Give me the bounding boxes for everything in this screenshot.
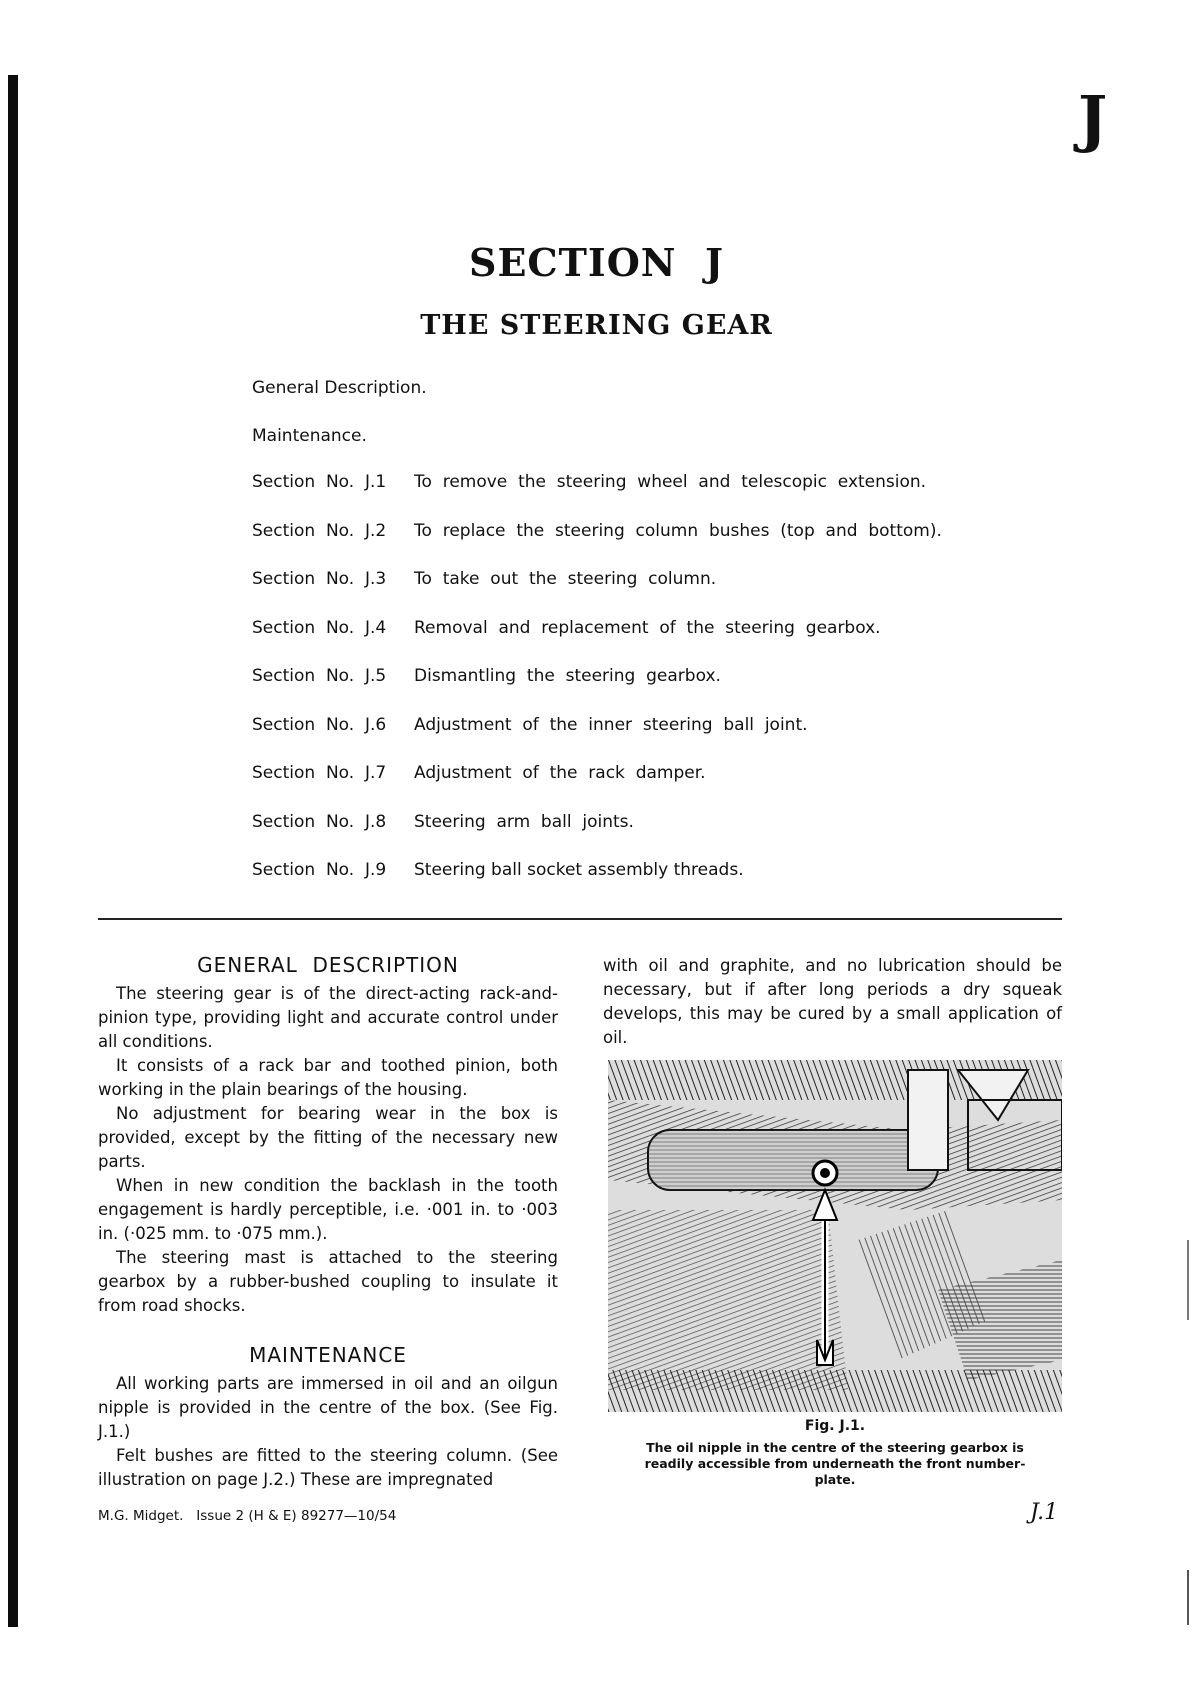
paragraph: The steering gear is of the direct-acting rack-and-pinion type, providing light and accurate control under all conditions. bbox=[98, 984, 558, 1051]
section-description: To remove the steering wheel and telescopic extension. bbox=[414, 472, 927, 492]
contents-item: General Description. bbox=[252, 378, 427, 398]
contents-list bbox=[252, 472, 972, 909]
section-description: Removal and replacement of the steering gearbox. bbox=[414, 617, 881, 638]
section-number: Section No. J.7 bbox=[252, 763, 387, 783]
contents-row bbox=[252, 666, 972, 715]
right-column bbox=[603, 954, 1062, 1050]
left-column bbox=[98, 950, 558, 1492]
section-number: Section No. J.6 bbox=[252, 714, 387, 735]
paragraph: with oil and graphite, and no lubrication should be necessary, but if after long periods a dry squeak develops, this may be cured by a small application of oil. bbox=[603, 956, 1062, 1047]
section-letter: J bbox=[1078, 82, 1108, 155]
divider bbox=[98, 918, 1062, 920]
page-subtitle: THE STEERING GEAR bbox=[420, 310, 773, 341]
contents-row bbox=[252, 618, 972, 667]
paragraph: It consists of a rack bar and toothed pinion, both working in the plain bearings of the housing. bbox=[98, 1056, 558, 1099]
section-number: Section No. J.5 bbox=[252, 666, 387, 686]
contents-row bbox=[252, 569, 972, 618]
paragraph: Felt bushes are fitted to the steering column. (See illustration on page J.2.) These are impregnated bbox=[98, 1446, 558, 1489]
section-number: Section No. J.4 bbox=[252, 617, 387, 638]
maintenance-heading: MAINTENANCE bbox=[249, 1343, 407, 1367]
paragraph: When in new condition the backlash in the tooth engagement is hardly perceptible, i.e. ·001 in. to ·003 in. (·025 mm. to ·075 mm.). bbox=[98, 1176, 558, 1243]
paragraph: All working parts are immersed in oil and an oilgun nipple is provided in the centre of the box. (See Fig. J.1.) bbox=[98, 1374, 558, 1441]
figure-label: Fig. J.1. bbox=[804, 1418, 866, 1434]
section-description: Adjustment of the rack damper. bbox=[414, 763, 706, 783]
contents-row bbox=[252, 763, 972, 812]
general-heading: GENERAL DESCRIPTION bbox=[197, 953, 459, 977]
paragraph: No adjustment for bearing wear in the box is provided, except by the fitting of the necessary new parts. bbox=[98, 1104, 558, 1171]
section-description: To replace the steering column bushes (top and bottom). bbox=[414, 520, 942, 541]
contents-item: Maintenance. bbox=[252, 426, 367, 446]
paragraph: The steering mast is attached to the steering gearbox by a rubber-bushed coupling to insulate it from road shocks. bbox=[98, 1248, 558, 1315]
edge-mark bbox=[1187, 1240, 1189, 1320]
section-description: Dismantling the steering gearbox. bbox=[414, 666, 721, 686]
section-description: Steering ball socket assembly threads. bbox=[414, 860, 744, 880]
section-number: Section No. J.1 bbox=[252, 472, 387, 492]
section-description: Adjustment of the inner steering ball joint. bbox=[414, 714, 808, 735]
contents-row bbox=[252, 812, 972, 861]
figure-caption: The oil nipple in the centre of the steering gearbox is readily accessible from underneath the front number-plate. bbox=[644, 1440, 1026, 1487]
steering-gearbox-illustration bbox=[608, 1060, 1062, 1412]
contents-row bbox=[252, 472, 972, 521]
contents-row bbox=[252, 715, 972, 764]
section-description: Steering arm ball joints. bbox=[414, 811, 634, 832]
binding-edge bbox=[8, 75, 18, 1627]
page-number: J.1 bbox=[1030, 1500, 1059, 1525]
section-number: Section No. J.3 bbox=[252, 569, 387, 589]
footer-publication: M.G. Midget. Issue 2 (H & E) 89277—10/54 bbox=[98, 1508, 397, 1524]
section-number: Section No. J.8 bbox=[252, 811, 387, 832]
section-number: Section No. J.9 bbox=[252, 860, 387, 880]
page-title: SECTION J bbox=[469, 240, 724, 285]
contents-row bbox=[252, 860, 972, 909]
contents-row bbox=[252, 521, 972, 570]
section-number: Section No. J.2 bbox=[252, 520, 387, 541]
edge-mark bbox=[1187, 1570, 1189, 1625]
section-description: To take out the steering column. bbox=[414, 569, 717, 589]
